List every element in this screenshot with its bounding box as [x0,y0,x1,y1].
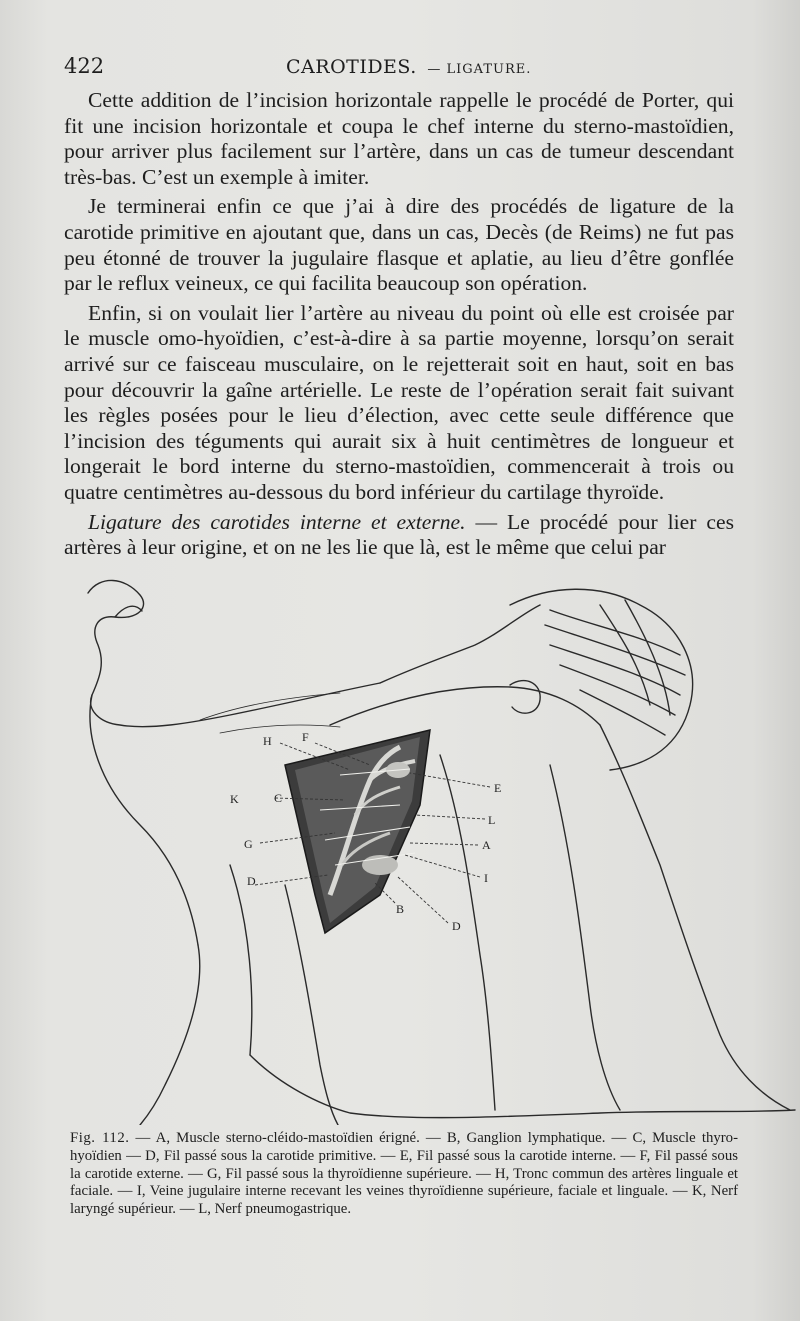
paragraph: Cette addition de l’incision horizontale rappelle le procédé de Porter, qui fit une incision horizontale et coupa le chef interne du sterno-mastoïdien, pour arriver plus facilement sur l’artère, dans un cas de tumeur descendant très-bas. C’est un exemple à imiter. [64,88,734,189]
figure-label-d1: D [247,874,256,888]
figure-label-a: A [482,838,491,852]
paragraph-lead-italic: Ligature des carotides interne et externe. [88,509,466,534]
paragraph: Je terminerai enfin ce que j’ai à dire des procédés de ligature de la carotide primitive en ajoutant que, dans un cas, Decès (de Reims) ne fut pas peu étonné de trouver la jugulaire flasque et aplatie, au lieu d’être gonflée par le reflux veineux, ce qui facilita beaucoup son opération. [64,194,734,296]
figure-label-d2: D [452,919,461,933]
figure-label-g: G [244,837,253,851]
paragraph-continuation: — Le procédé pour lier ces artères à leur origine, et on ne les lie que là, est le même que celui par [64,509,734,560]
running-title-main: CAROTIDES. [286,56,417,78]
figure-caption [70,1130,738,1219]
neck-dissection-illustration [80,565,800,1125]
running-title-sub: — LIGATURE. [427,62,532,77]
paragraph-ligature [64,510,734,561]
figure-label-h: H [263,734,272,748]
figure-label-l: L [488,813,496,827]
paragraph: Enfin, si on voulait lier l’artère au niveau du point où elle est croisée par le muscle omo-hyoïdien, c’est-à-dire à sa partie moyenne, lorsqu’on serait arrivé sur ce faisceau musculaire, on le rejetterait soit en haut, soit en bas pour découvrir la gaîne artérielle. Le reste de l’opération serait fait suivant les règles posées pour le lieu d’élection, avec cette seule différence que l’incision des téguments qui aurait six à huit centimètres de longueur et longerait le bord interne du sterno-mastoïdien, commencerait à trois ou quatre centimètres au-dessous du bord inférieur du cartilage thyroïde. [64,300,734,504]
figure-label-i: I [484,871,488,885]
figure-label-e: E [494,781,502,795]
figure-caption-text: — A, Muscle sterno-cléido-mastoïdien érigné. — B, Ganglion lymphatique. — C, Muscle thyro-hyoïdien — D, Fil passé sous la carotide primitive. — E, Fil passé sous la carotide interne. — F, Fil passé sous la carotide externe. — G, Fil passé sous la thyroïdienne supérieure. — H, Tronc commun des artères linguale et faciale. — I, Veine jugulaire interne recevant les veines thyroïdienne supérieure, faciale et linguale. — K, Nerf laryngé supérieur. — L, Nerf pneumogastrique. [70,1130,738,1218]
running-header [64,54,736,82]
body-text [64,88,734,561]
running-title [286,56,531,78]
page-number: 422 [64,54,105,78]
figure-label-k: K [230,792,239,806]
figure-label-c: C [274,791,283,805]
figure-label-b: B [396,902,405,916]
anatomical-figure [80,565,800,1125]
figure-caption-label: Fig. 112. [70,1130,130,1146]
figure-label-f: F [302,730,309,744]
